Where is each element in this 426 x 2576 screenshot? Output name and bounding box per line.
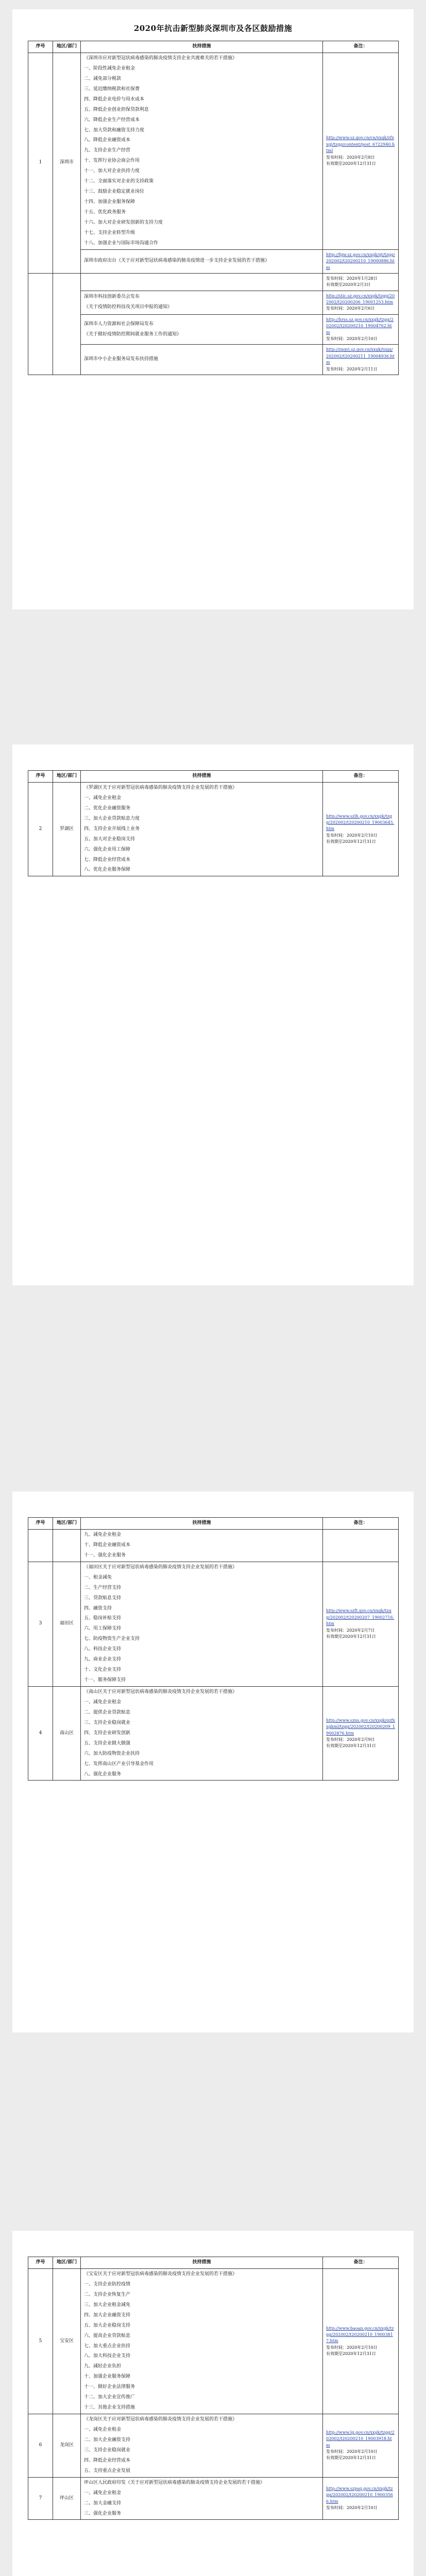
measure-item: 十、降低企业融资成本 [84, 1542, 131, 1548]
row-index: 3 [28, 1562, 53, 1686]
measure-item: 二、加大企业融资支持 [84, 2437, 131, 2443]
measure-item: 十、发挥行业协会商会作用 [84, 158, 140, 164]
measure-item: 五、稳岗补贴支持 [84, 1616, 122, 1621]
note-cell [323, 2477, 399, 2520]
measure-item: 七、防疫物资生产企业支持 [84, 1636, 140, 1642]
header-dept: 地区/部门 [53, 1518, 81, 1530]
measure-item: 十五、优化政务服务 [84, 210, 126, 215]
measure-item: 九、商业企业支持 [84, 1657, 122, 1663]
table-row [28, 1687, 399, 1781]
measure-item: 十一、强化企业服务 [84, 1552, 126, 1558]
measure-item: 十八、加强企业与国际市场沟通合作 [84, 240, 159, 246]
measure-item: 九、减免企业租金 [84, 1532, 122, 1537]
policy-link[interactable]: http://www.szlh.gov.cn/xxgk/tzgg/202002/t20200210_19003645.htm [326, 814, 395, 832]
measures-cell [81, 1529, 323, 1562]
table-row [28, 2477, 399, 2520]
header-idx: 序号 [28, 41, 53, 53]
measure-item: 四、支持企业研发创新 [84, 1730, 131, 1736]
measure-item: 十二、全面落实对企业的支持政策 [84, 179, 154, 184]
table-row [28, 1562, 399, 1686]
policy-link[interactable]: http://zxqyj.sz.gov.cn/xxgk/tzgg/202002/t20200211_19004936.htm [326, 347, 395, 365]
measure-item: 十、文化企业支持 [84, 1667, 122, 1673]
measure-item: 五、支持企业做大做强 [84, 1740, 131, 1746]
table-row [28, 314, 399, 345]
publish-date: 发布时间：2020年2月10日 [326, 2345, 378, 2350]
header-idx: 序号 [28, 1518, 53, 1530]
row-region: 宝安区 [53, 2268, 81, 2414]
measure-item: 六、降低企业生产经营成本 [84, 117, 140, 123]
measure-item: 二、减免部分税款 [84, 76, 122, 81]
policy-table-page-3 [28, 1517, 399, 1781]
measure-item: 十、加强企业服务保障 [84, 2374, 131, 2380]
measure-item: 四、降低企业电价与用水成本 [84, 96, 145, 102]
measure-item: 十一、做好企业法律服务 [84, 2384, 135, 2390]
measures-cell [81, 2268, 323, 2414]
measure-item: 坪山区人民政府印发《关于应对新型冠状病毒感染的肺炎疫情支持企业发展的若干措施》 [84, 2480, 265, 2485]
row-index: 5 [28, 2268, 53, 2414]
valid-until: 有效期至2020年2月3日 [326, 282, 371, 287]
measure-item: 《龙岗区关于应对新型冠状病毒感染的肺炎疫情支持企业发展的若干措施》 [84, 2417, 237, 2422]
measure-item: 三、加大企业租金减免 [84, 2302, 131, 2308]
measure-item: 三、强化企业服务 [84, 2511, 122, 2516]
policy-link[interactable]: http://www.lg.gov.cn/xxgk/tzgg/202002/t20200210_19003918.htm [326, 2430, 395, 2448]
policy-link[interactable]: http://www.szns.gov.cn/xxgk/qzfxxgkml/tzgg/202002/t20200209_19002876.htm [326, 1718, 395, 1736]
row-index: 1 [28, 53, 53, 273]
measure-item: 三、加大企业贷款贴息力度 [84, 816, 140, 821]
measure-item: 二、生产经营支持 [84, 1585, 122, 1590]
note-cell [323, 314, 399, 345]
table-row [28, 782, 399, 876]
measure-item: 《深圳市应对新型冠状病毒感染的肺炎疫情支持企业共渡难关的若干措施》 [84, 55, 237, 61]
policy-table-page-4 [28, 2257, 399, 2520]
measures-cell [81, 291, 323, 314]
header-note: 备注： [323, 1518, 399, 1530]
measure-item: 三、延迟缴纳税款和社保费 [84, 86, 140, 92]
policy-link[interactable]: http://stic.sz.gov.cn/xxgk/tzgg/202002/t20200206_19001253.htm [326, 293, 395, 305]
header-dept: 地区/部门 [53, 771, 81, 783]
measure-item: 三、支持企业稳岗就业 [84, 2447, 131, 2453]
measure-item: 《宝安区关于应对新型冠状病毒感染的肺炎疫情支持企业发展的若干措施》 [84, 2271, 237, 2277]
note-cell [323, 249, 399, 273]
measure-item: 深圳市科技创新委员会发布 [84, 294, 140, 300]
measure-item: 《南山区关于应对新型冠状病毒感染的肺炎疫情支持企业发展的若干措施》 [84, 1689, 237, 1694]
row-region [53, 1529, 81, 1562]
measure-item: 四、降低企业经营成本 [84, 2458, 131, 2463]
row-index [28, 1529, 53, 1562]
note-cell [323, 782, 399, 876]
policy-table-page-1 [28, 41, 399, 375]
measures-cell [81, 345, 323, 375]
publish-date: 发布时间：2020年1月28日 [326, 276, 378, 281]
header-measure: 扶持措施 [81, 41, 323, 53]
measures-cell [81, 1562, 323, 1686]
table-row [28, 345, 399, 375]
header-note: 备注： [323, 41, 399, 53]
note-cell [323, 2414, 399, 2478]
table-row [28, 1529, 399, 1562]
measure-item: 一、减免企业租金 [84, 1699, 122, 1705]
note-cell [323, 273, 399, 291]
policy-link[interactable]: http://www.baoan.gov.cn/xxgk/tzgg/202002/t20200210_19003817.htm [326, 2326, 394, 2344]
valid-until: 有效期至2020年12月31日 [326, 1743, 376, 1749]
valid-until: 有效期至2020年12月31日 [326, 2351, 376, 2357]
header-idx: 序号 [28, 2257, 53, 2269]
measure-item: 《关于疫情防控科技攻关项目申报的通知》 [84, 304, 173, 310]
document-page-1 [12, 9, 414, 609]
valid-until: 有效期至2020年12月31日 [326, 2455, 376, 2461]
row-index: 6 [28, 2414, 53, 2478]
row-region: 深圳市 [53, 53, 81, 273]
measure-item: 一、租金减免 [84, 1574, 112, 1580]
note-cell [323, 1687, 399, 1781]
measure-item: 二、优化企业融资服务 [84, 805, 131, 811]
measure-item: 五、加大对企业稳岗支持 [84, 836, 135, 842]
measure-item: 深圳市政府出台《关于应对新型冠状病毒感染的肺炎疫情进一步支持企业发展的若干措施》 [84, 258, 270, 264]
row-index: 4 [28, 1687, 53, 1781]
measure-item: 六、强化企业用工保障 [84, 846, 131, 852]
policy-link[interactable]: http://fgw.sz.gov.cn/xxgk/qt/tzgg/202002/t20200210_19000886.htm [326, 252, 395, 270]
measure-item: 一、支持企业防控疫情 [84, 2281, 131, 2287]
note-cell [323, 53, 399, 249]
header-measure: 扶持措施 [81, 1518, 323, 1530]
publish-date: 发布时间：2020年2月10日 [326, 336, 378, 342]
measure-item: 五、降低企业创业担保贷款利息 [84, 107, 149, 112]
measure-item: 二、支持企业恢复生产 [84, 2292, 131, 2297]
measure-item: 八、强化企业服务 [84, 1771, 122, 1777]
table-row [28, 291, 399, 314]
measure-item: 深圳市中小企业服务局发布扶持措施 [84, 357, 159, 362]
measure-item: 十三、其他企业支持措施 [84, 2405, 135, 2411]
table-row [28, 273, 399, 291]
row-region: 罗湖区 [53, 782, 81, 876]
header-note: 备注： [323, 2257, 399, 2269]
publish-date: 发布时间：2020年2月7日 [326, 1628, 375, 1633]
measure-item: 八、降低企业融资成本 [84, 138, 131, 143]
table-row [28, 2268, 399, 2414]
measure-item: 一、减免企业租金 [84, 2490, 122, 2496]
policy-table-page-2 [28, 770, 399, 876]
document-page-4 [12, 2231, 414, 2576]
policy-link[interactable]: http://www.szft.gov.cn/xxgk/tzgg/202002/t20200207_19002716.htm [326, 1608, 395, 1626]
valid-until: 有效期至2020年12月31日 [326, 161, 376, 166]
measure-item: 四、支持企业开展线上业务 [84, 826, 140, 832]
measures-cell [81, 782, 323, 876]
header-measure: 扶持措施 [81, 771, 323, 783]
measure-item: 《福田区关于应对新型冠状病毒感染的肺炎疫情支持企业发展的若干措施》 [84, 1564, 237, 1570]
publish-date: 发布时间：2020年2月10日 [326, 833, 378, 838]
measure-item: 一、阶段性减免企业租金 [84, 65, 135, 71]
measure-item: 四、融资支持 [84, 1605, 112, 1611]
measure-item: 十一、加大对企业扶持力度 [84, 168, 140, 174]
measure-item: 六、加大防疫物资企业扶持 [84, 1751, 140, 1756]
row-region [53, 273, 81, 375]
row-index: 2 [28, 782, 53, 876]
measure-item: 九、减轻企业负担 [84, 2364, 122, 2369]
table-row [28, 53, 399, 249]
measure-item: 十二、加大企业宣传推广 [84, 2395, 135, 2400]
row-region: 南山区 [53, 1687, 81, 1781]
row-region: 福田区 [53, 1562, 81, 1686]
measure-item: 五、加大企业稳岗支持 [84, 2323, 131, 2328]
policy-link[interactable]: http://www.sz.gov.cn/cn/xxgk/zfxxgj/tzgg/content/post_6722940.html [326, 135, 395, 154]
measure-item: 一、减免企业租金 [84, 795, 122, 801]
measure-item: 十六、加大对企业研发创新的支持力度 [84, 219, 163, 225]
publish-date: 发布时间：2020年2月9日 [326, 1737, 375, 1742]
measure-item: 一、减免企业租金 [84, 2427, 122, 2432]
measure-item: 深圳市人力资源和社会保障局发布 [84, 321, 154, 327]
measures-cell [81, 2414, 323, 2478]
note-cell [323, 2268, 399, 2414]
row-region: 龙岗区 [53, 2414, 81, 2478]
measure-item: 三、支持企业稳岗就业 [84, 1720, 131, 1725]
header-dept: 地区/部门 [53, 41, 81, 53]
table-row [28, 249, 399, 273]
measure-item: 十三、鼓励企业稳定就业岗位 [84, 189, 145, 195]
valid-until: 有效期至2020年12月31日 [326, 1634, 376, 1639]
measure-item: 八、科技企业支持 [84, 1647, 122, 1652]
row-index: 7 [28, 2477, 53, 2520]
measure-item: 三、贷款贴息支持 [84, 1595, 122, 1601]
publish-date: 发布时间：2020年2月10日 [326, 2449, 378, 2454]
measure-item: 二、加大金融支持 [84, 2500, 122, 2506]
note-cell [323, 345, 399, 375]
document-title: 2020年抗击新型肺炎深圳市及各区鼓励措施 [133, 24, 293, 33]
measure-item: 六、用工保障支持 [84, 1626, 122, 1632]
header-idx: 序号 [28, 771, 53, 783]
measure-item: 七、降低企业经营成本 [84, 857, 131, 862]
policy-link[interactable]: http://hrss.sz.gov.cn/xxgk/tzgg/202002/t20200210_19004762.htm [326, 317, 394, 335]
note-cell [323, 1562, 399, 1686]
table-row [28, 2414, 399, 2478]
measures-cell [81, 314, 323, 345]
measures-cell [81, 53, 323, 249]
policy-link[interactable]: http://www.szpsq.gov.cn/xxgk/tzgg/202002/t20200210_19003566.htm [326, 2486, 393, 2504]
measure-item: 十一、服务保障支持 [84, 1677, 126, 1683]
measure-item: 八、加大科技企业支持 [84, 2353, 131, 2359]
note-cell [323, 291, 399, 314]
header-dept: 地区/部门 [53, 2257, 81, 2269]
row-region: 坪山区 [53, 2477, 81, 2520]
measure-item: 十四、加强企业服务保障 [84, 199, 135, 205]
measures-cell [81, 1687, 323, 1781]
measure-item: 六、提高企业贷款贴息 [84, 2333, 131, 2338]
measure-item: 四、加大企业融资支持 [84, 2312, 131, 2318]
publish-date: 发布时间：2020年2月6日 [326, 306, 375, 311]
header-measure: 扶持措施 [81, 2257, 323, 2269]
valid-until: 有效期至2020年12月31日 [326, 839, 376, 844]
measure-item: 五、支持重点企业发展 [84, 2468, 131, 2473]
measures-cell [81, 2477, 323, 2520]
measures-cell [81, 249, 323, 273]
publish-date: 发布时间：2020年2月8日 [326, 155, 375, 160]
publish-date: 发布时间：2020年2月11日 [326, 366, 378, 371]
header-note: 备注： [323, 771, 399, 783]
measure-item: 七、发挥南山区产业引导基金作用 [84, 1761, 154, 1767]
publish-date: 发布时间：2020年2月10日 [326, 2505, 378, 2510]
row-index [28, 273, 53, 375]
measure-item: 《关于做好疫情防控期间就业服务工作的通知》 [84, 331, 182, 337]
measure-item: 七、加大重点企业扶持 [84, 2343, 131, 2349]
document-page-2 [12, 744, 414, 1285]
measure-item: 八、优化企业服务保障 [84, 867, 131, 873]
measure-item: 二、提供企业贷款贴息 [84, 1709, 131, 1715]
measure-item: 《罗湖区关于应对新型冠状病毒感染的肺炎疫情支持企业发展的若干措施》 [84, 785, 237, 790]
measure-item: 九、支持企业生产经营 [84, 148, 131, 154]
measure-item: 十七、支持企业转型升级 [84, 230, 135, 235]
measure-item: 七、加大贷款和融资支持力度 [84, 127, 145, 133]
document-page-3 [12, 1492, 414, 2032]
note-cell [323, 1529, 399, 1562]
measures-cell [81, 273, 323, 291]
